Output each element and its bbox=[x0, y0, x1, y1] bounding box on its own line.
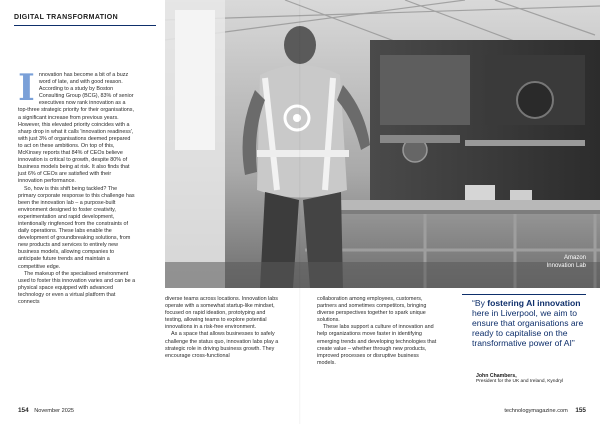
paragraph-4: diverse teams across locations. Innovation labs operate with a somewhat startup-like mindset, focused on rapid ideation, prototyping and testing, allowing teams to explore potential innovations in a risk-free environment. bbox=[165, 296, 278, 331]
article-column-2 bbox=[165, 296, 283, 360]
footer-left bbox=[18, 407, 74, 414]
lab-photo-illustration bbox=[165, 0, 600, 288]
photo-caption-line2: Innovation Lab bbox=[546, 263, 586, 269]
article-column-1 bbox=[18, 67, 136, 306]
paragraph-6: collaboration among employees, customers, partners and sometimes competitors, bringing diverse perspectives together to spark unique solutions. bbox=[317, 296, 427, 324]
section-rule bbox=[14, 25, 156, 26]
author-title: President for the UK and Ireland, Kyndryl bbox=[476, 379, 564, 384]
site-url[interactable]: technologymagazine.com bbox=[504, 408, 568, 414]
spread-gutter bbox=[299, 0, 301, 424]
pull-quote-body: here in Liverpool, we aim to ensure that organisations are ready to capitalise on the transformative power of AI” bbox=[472, 308, 584, 348]
paragraph-3: The makeup of the specialised environment used to foster this innovation varies and can be a physical space equipped with advanced technology or even a virtual platform that connects bbox=[18, 270, 136, 305]
pull-quote-open: “By bbox=[472, 298, 488, 308]
paragraph-7: These labs support a culture of innovation and help organizations move faster in identifying emerging trends and developing technologies that create value – whether through new products, improved processes or disruptive business models. bbox=[317, 324, 437, 366]
paragraph-5: As a space that allows businesses to safely challenge the status quo, innovation labs play a strategic role in driving business growth. They encourage cross-functional bbox=[165, 331, 279, 359]
pull-quote-rule bbox=[462, 294, 586, 295]
issue-date: November 2025 bbox=[34, 408, 75, 414]
page-number-left: 154 bbox=[18, 407, 29, 414]
lead-text: nnovation has become a bit of a buzz word of late, and with good reason. According to a study by Boston Consulting Group (BCG), 83% of senior executives now rank innovation as a top-three strategic priority for their organisations, a significant increase from previous years. However, this elevated priority coincides with a sharp drop in what it calls 'innovation readiness', with just 3% of organisations deemed prepared to act on these ambitions. On top of this, McKinsey reports that 84% of CEOs believe innovation is critical to growth, despite 80% of business models being at risk. It also finds that just 6% of CEOs are satisfied with their innovation performance. bbox=[18, 72, 134, 185]
article-column-3 bbox=[317, 296, 437, 367]
page-number-right: 155 bbox=[575, 407, 586, 414]
footer-right bbox=[504, 407, 586, 414]
paragraph-2: So, how is this shift being tackled? The primary corporate response to this challenge has been the innovation lab – a purpose-built environment designed to foster creativity, experimentation and rapid development, intentionally ringfenced from the constraints of daily operations. These labs enable the development of groundbreaking solutions, from new products and services to entirely new business models, allowing companies to anticipate future trends and maintain a competitive edge. bbox=[18, 185, 135, 270]
pull-quote-attribution bbox=[476, 373, 592, 385]
drop-cap: I bbox=[18, 67, 35, 109]
photo-caption-line1: Amazon bbox=[563, 255, 586, 261]
lead-paragraph bbox=[18, 67, 136, 186]
photo-caption bbox=[547, 254, 586, 270]
pull-quote-highlight: fostering AI innovation bbox=[487, 298, 581, 308]
author-name: John Chambers, bbox=[476, 373, 517, 379]
article-photo bbox=[165, 0, 600, 288]
section-label: DIGITAL TRANSFORMATION bbox=[14, 14, 119, 21]
pull-quote bbox=[472, 298, 592, 348]
